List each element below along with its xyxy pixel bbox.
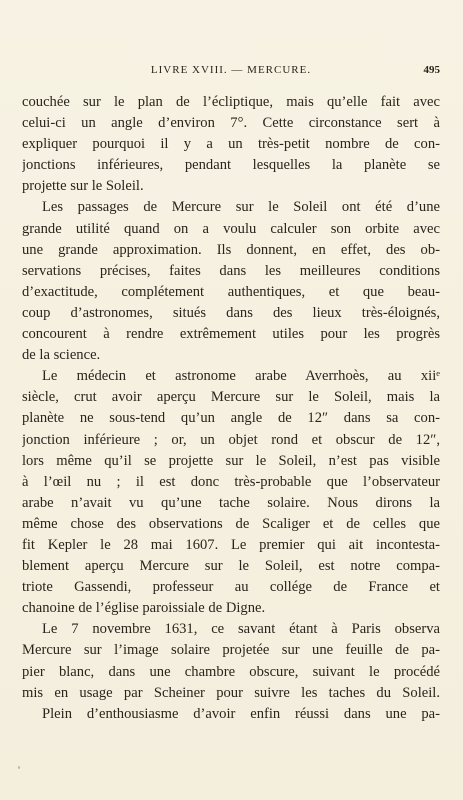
- text-line: de la science.: [22, 347, 101, 364]
- text-line: Le 7 novembre 1631, ce savant étant à Paris observa: [42, 621, 440, 638]
- text-line: jonction inférieure ; or, un objet rond et obscur de 12″,: [22, 431, 440, 448]
- text-line: Plein d’enthousiasme d’avoir enfin réussi dans une pa-: [42, 705, 440, 722]
- text-line: expliquer pourquoi il y a un très-petit nombre de con-: [22, 136, 440, 153]
- text-line: concourent à rendre extrêmement utiles pour les progrès: [22, 326, 440, 343]
- text-line: planète ne sous-tend qu’un angle de 12″ dans sa con-: [22, 410, 440, 427]
- text-line: siècle, crut avoir aperçu Mercure sur le Soleil, mais la: [22, 389, 440, 406]
- text-line: chanoine de l’église paroissiale de Digne.: [22, 600, 266, 617]
- paper-speck: [18, 766, 20, 769]
- text-line: celui-ci un angle d’environ 7°. Cette circonstance sert à: [22, 115, 440, 132]
- text-line: une grande approximation. Ils donnent, en effet, des ob-: [22, 241, 440, 258]
- text-line: jonctions inférieures, pendant lesquelles la planète se: [22, 157, 440, 174]
- text-line: Le médecin et astronome arabe Averrhoès, au xiiᵉ: [42, 368, 440, 385]
- text-line: triote Gassendi, professeur au collége de France et: [22, 579, 440, 596]
- text-line: servations précises, faites dans les meilleures conditions: [22, 262, 440, 279]
- text-line: lors même qu’il se projette sur le Soleil, n’est pas visible: [22, 452, 440, 469]
- running-title: LIVRE XVIII. — MERCURE.: [150, 64, 312, 76]
- text-line: fit Kepler le 28 mai 1607. Le premier qui ait incontesta-: [22, 536, 440, 553]
- text-line: grande utilité quand on a voulu calculer son orbite avec: [22, 220, 440, 237]
- page-number: 495: [423, 64, 440, 76]
- text-line: même chose des observations de Scaliger et de celles que: [22, 515, 440, 532]
- text-line: coup d’astronomes, situés dans des lieux très-éloignés,: [22, 304, 440, 321]
- text-line: blement aperçu Mercure sur le Soleil, est notre compa-: [22, 558, 440, 575]
- text-line: mis en usage par Scheiner pour suivre les taches du Soleil.: [22, 684, 440, 701]
- text-line: à l’œil nu ; il est donc très-probable que l’observateur: [22, 473, 440, 490]
- text-line: d’exactitude, complétement authentiques, et que beau-: [22, 283, 440, 300]
- text-line: pier blanc, dans une chambre obscure, suivant le procédé: [22, 663, 440, 680]
- text-line: Mercure sur l’image solaire projetée sur une feuille de pa-: [22, 642, 440, 659]
- text-line: arabe n’avait vu qu’une tache solaire. Nous dirons la: [22, 494, 440, 511]
- body-text: [22, 92, 440, 725]
- running-head: [22, 64, 440, 80]
- text-line: projette sur le Soleil.: [22, 178, 144, 195]
- text-line: Les passages de Mercure sur le Soleil ont été d’une: [42, 199, 440, 216]
- text-line: couchée sur le plan de l’écliptique, mais qu’elle fait avec: [22, 94, 440, 110]
